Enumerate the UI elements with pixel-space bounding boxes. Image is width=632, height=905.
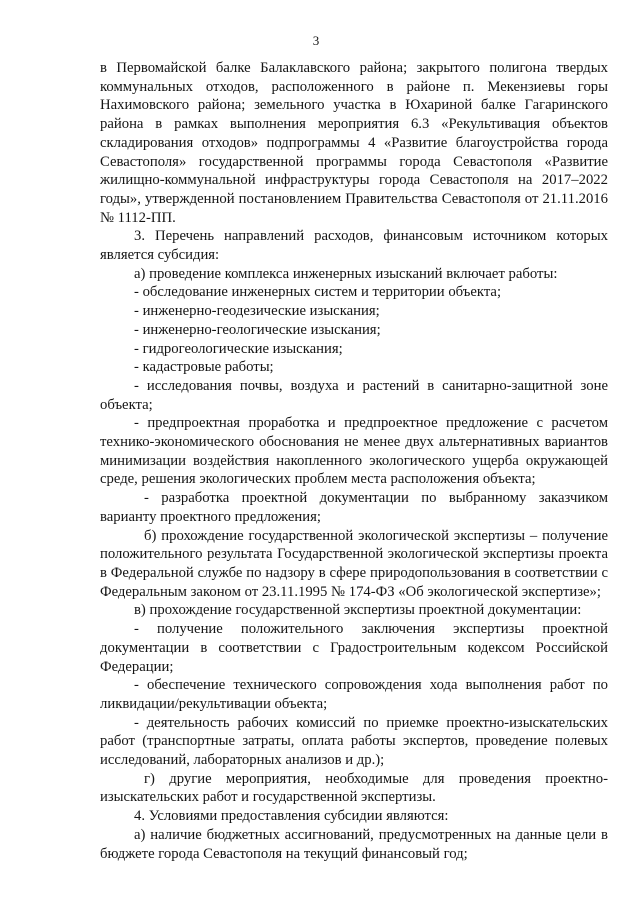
list-item: - предпроектная проработка и предпроектное предложение с расчетом технико-экономического обоснования не менее двух альтернативных вариантов минимизации воздействия накопленного экологического ущерба окружающей среде, решения экологических проблем места расположения объекта; [100, 415, 608, 488]
list-item: г) другие мероприятия, необходимые для проведения проектно-изыскательских работ и государственной экспертизы. [100, 770, 608, 806]
list-item: - деятельность рабочих комиссий по приемке проектно-изыскательских работ (транспортные затраты, оплата работы экспертов, проведение полевых исследований, лабораторных анализов и др.); [100, 714, 608, 769]
list-item: - разработка проектной документации по выбранному заказчиком варианту проектного предложения; [100, 490, 608, 525]
paragraph: 4. Условиями предоставления субсидии являются: [134, 808, 449, 825]
list-item: - гидрогеологические изыскания; [134, 340, 343, 357]
list-item: - инженерно-геологические изыскания; [134, 321, 381, 338]
list-item: а) наличие бюджетных ассигнований, предусмотренных на данные цели в бюджете города Севастополя на текущий финансовый год; [100, 826, 608, 862]
page-number: 3 [312, 33, 320, 48]
list-item: - инженерно-геодезические изыскания; [134, 303, 380, 320]
paragraph: 3. Перечень направлений расходов, финансовым источником которых является субсидия: [100, 228, 608, 264]
paragraph: в Первомайской балке Балаклавского района; закрытого полигона твердых коммунальных отходов, расположенного в районе п. Мекензиевы горы Нахимовского района; земельного участка в Юхариной балке Гагаринского района в рамках выполнения мероприятия 6.3 «Рекультивация объектов складирования отходов» подпрограммы 4 «Развитие благоустройства города Севастополя» государственной программы города Севастополя «Развитие жилищно-коммунальной инфраструктуры города Севастополя на 2017–2022 годы», утвержденной постановлением Правительства Севастополя от 21.11.2016 № 1112-ПП. [100, 60, 608, 226]
list-item: в) прохождение государственной экспертизы проектной документации: [134, 602, 582, 619]
list-item: б) прохождение государственной экологической экспертизы – получение положительного результата Государственной экологической экспертизы проекта в Федеральной службе по надзору в сфере природопользования в соответствии с Федеральным законом от 23.11.1995 № 174-ФЗ «Об экологической экспертизе»; [100, 527, 608, 600]
list-item: - кадастровые работы; [134, 359, 274, 376]
list-item: - получение положительного заключения экспертизы проектной документации в соответствии с Градостроительным кодексом Российской Федерации; [100, 621, 608, 675]
list-item: а) проведение комплекса инженерных изысканий включает работы: [134, 265, 558, 282]
list-item: - исследования почвы, воздуха и растений в санитарно-защитной зоне объекта; [100, 377, 608, 413]
document-body [100, 59, 608, 863]
list-item: - обследование инженерных систем и территории объекта; [134, 284, 502, 301]
list-item: - обеспечение технического сопровождения хода выполнения работ по ликвидации/рекультивации объекта; [100, 677, 608, 712]
